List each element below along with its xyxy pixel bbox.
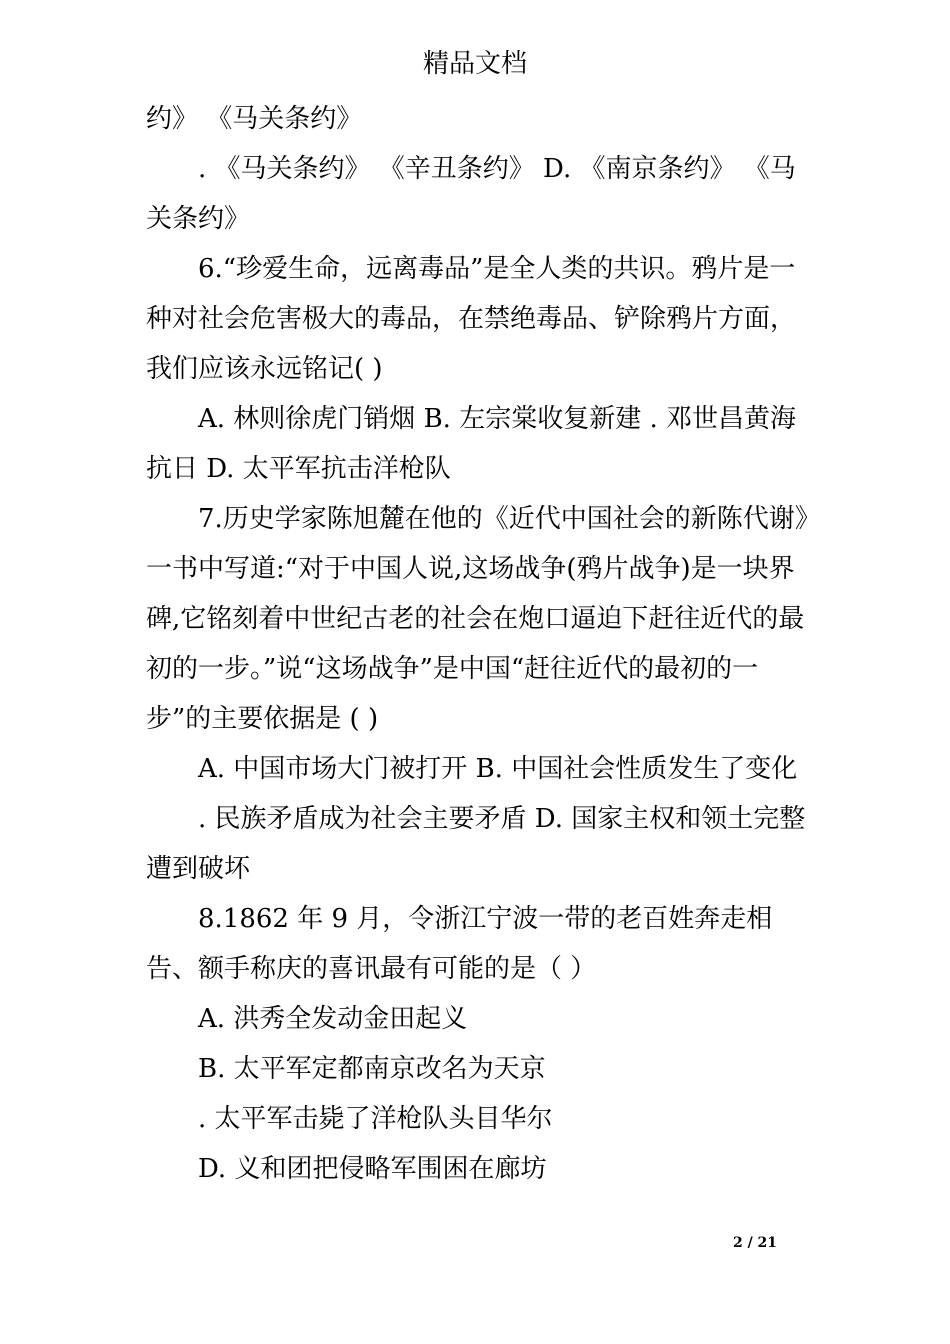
question-7-options-cd: . 民族矛盾成为社会主要矛盾 D. 国家主权和领土完整遭到破坏 [146,804,806,884]
page-number: 2 / 21 [732,1235,778,1251]
question-8-option-c: . 太平军击毙了洋枪队头目华尔 [198,1104,553,1134]
question-8: 8.1862 年 9 月，令浙江宁波一带的老百姓奔走相告、额手称庆的喜讯最有可能的是（ ） [146,904,773,984]
question-8-option-b: B. 太平军定都南京改名为天京 [198,1054,546,1084]
question-7: 7.历史学家陈旭麓在他的《近代中国社会的新陈代谢》一书中写道:“对于中国人说,这场战争(鸦片战争)是一块界碑,它铭刻着中世纪古老的社会在炮口逼迫下赶往近代的最初的一步。”说“这场战争”是中国“赶往近代的最初的一步”的主要依据是 ( ) [146,504,808,734]
question-8-option-a: A. 洪秀全发动金田起义 [198,1004,468,1034]
question-8-option-d: D. 义和团把侵略军围困在廊坊 [198,1154,547,1184]
text-paragraph: 约》 《马关条约》 [146,104,363,134]
question-7-options-ab: A. 中国市场大门被打开 B. 中国社会性质发生了变化 [198,754,798,784]
question-6: 6.“珍爱生命，远离毒品”是全人类的共识。鸦片是一种对社会危害极大的毒品，在禁绝毒品、铲除鸦片方面，我们应该永远铭记( ) [146,254,797,384]
document-body [146,94,816,1194]
answer-option-line: . 《马关条约》 《辛丑条约》 D. 《南京条约》 《马关条约》 [146,154,796,234]
question-6-options: A. 林则徐虎门销烟 B. 左宗棠收复新建 . 邓世昌黄海抗日 D. 太平军抗击洋枪队 [146,404,797,484]
page-header: 精品文档 [422,49,527,79]
